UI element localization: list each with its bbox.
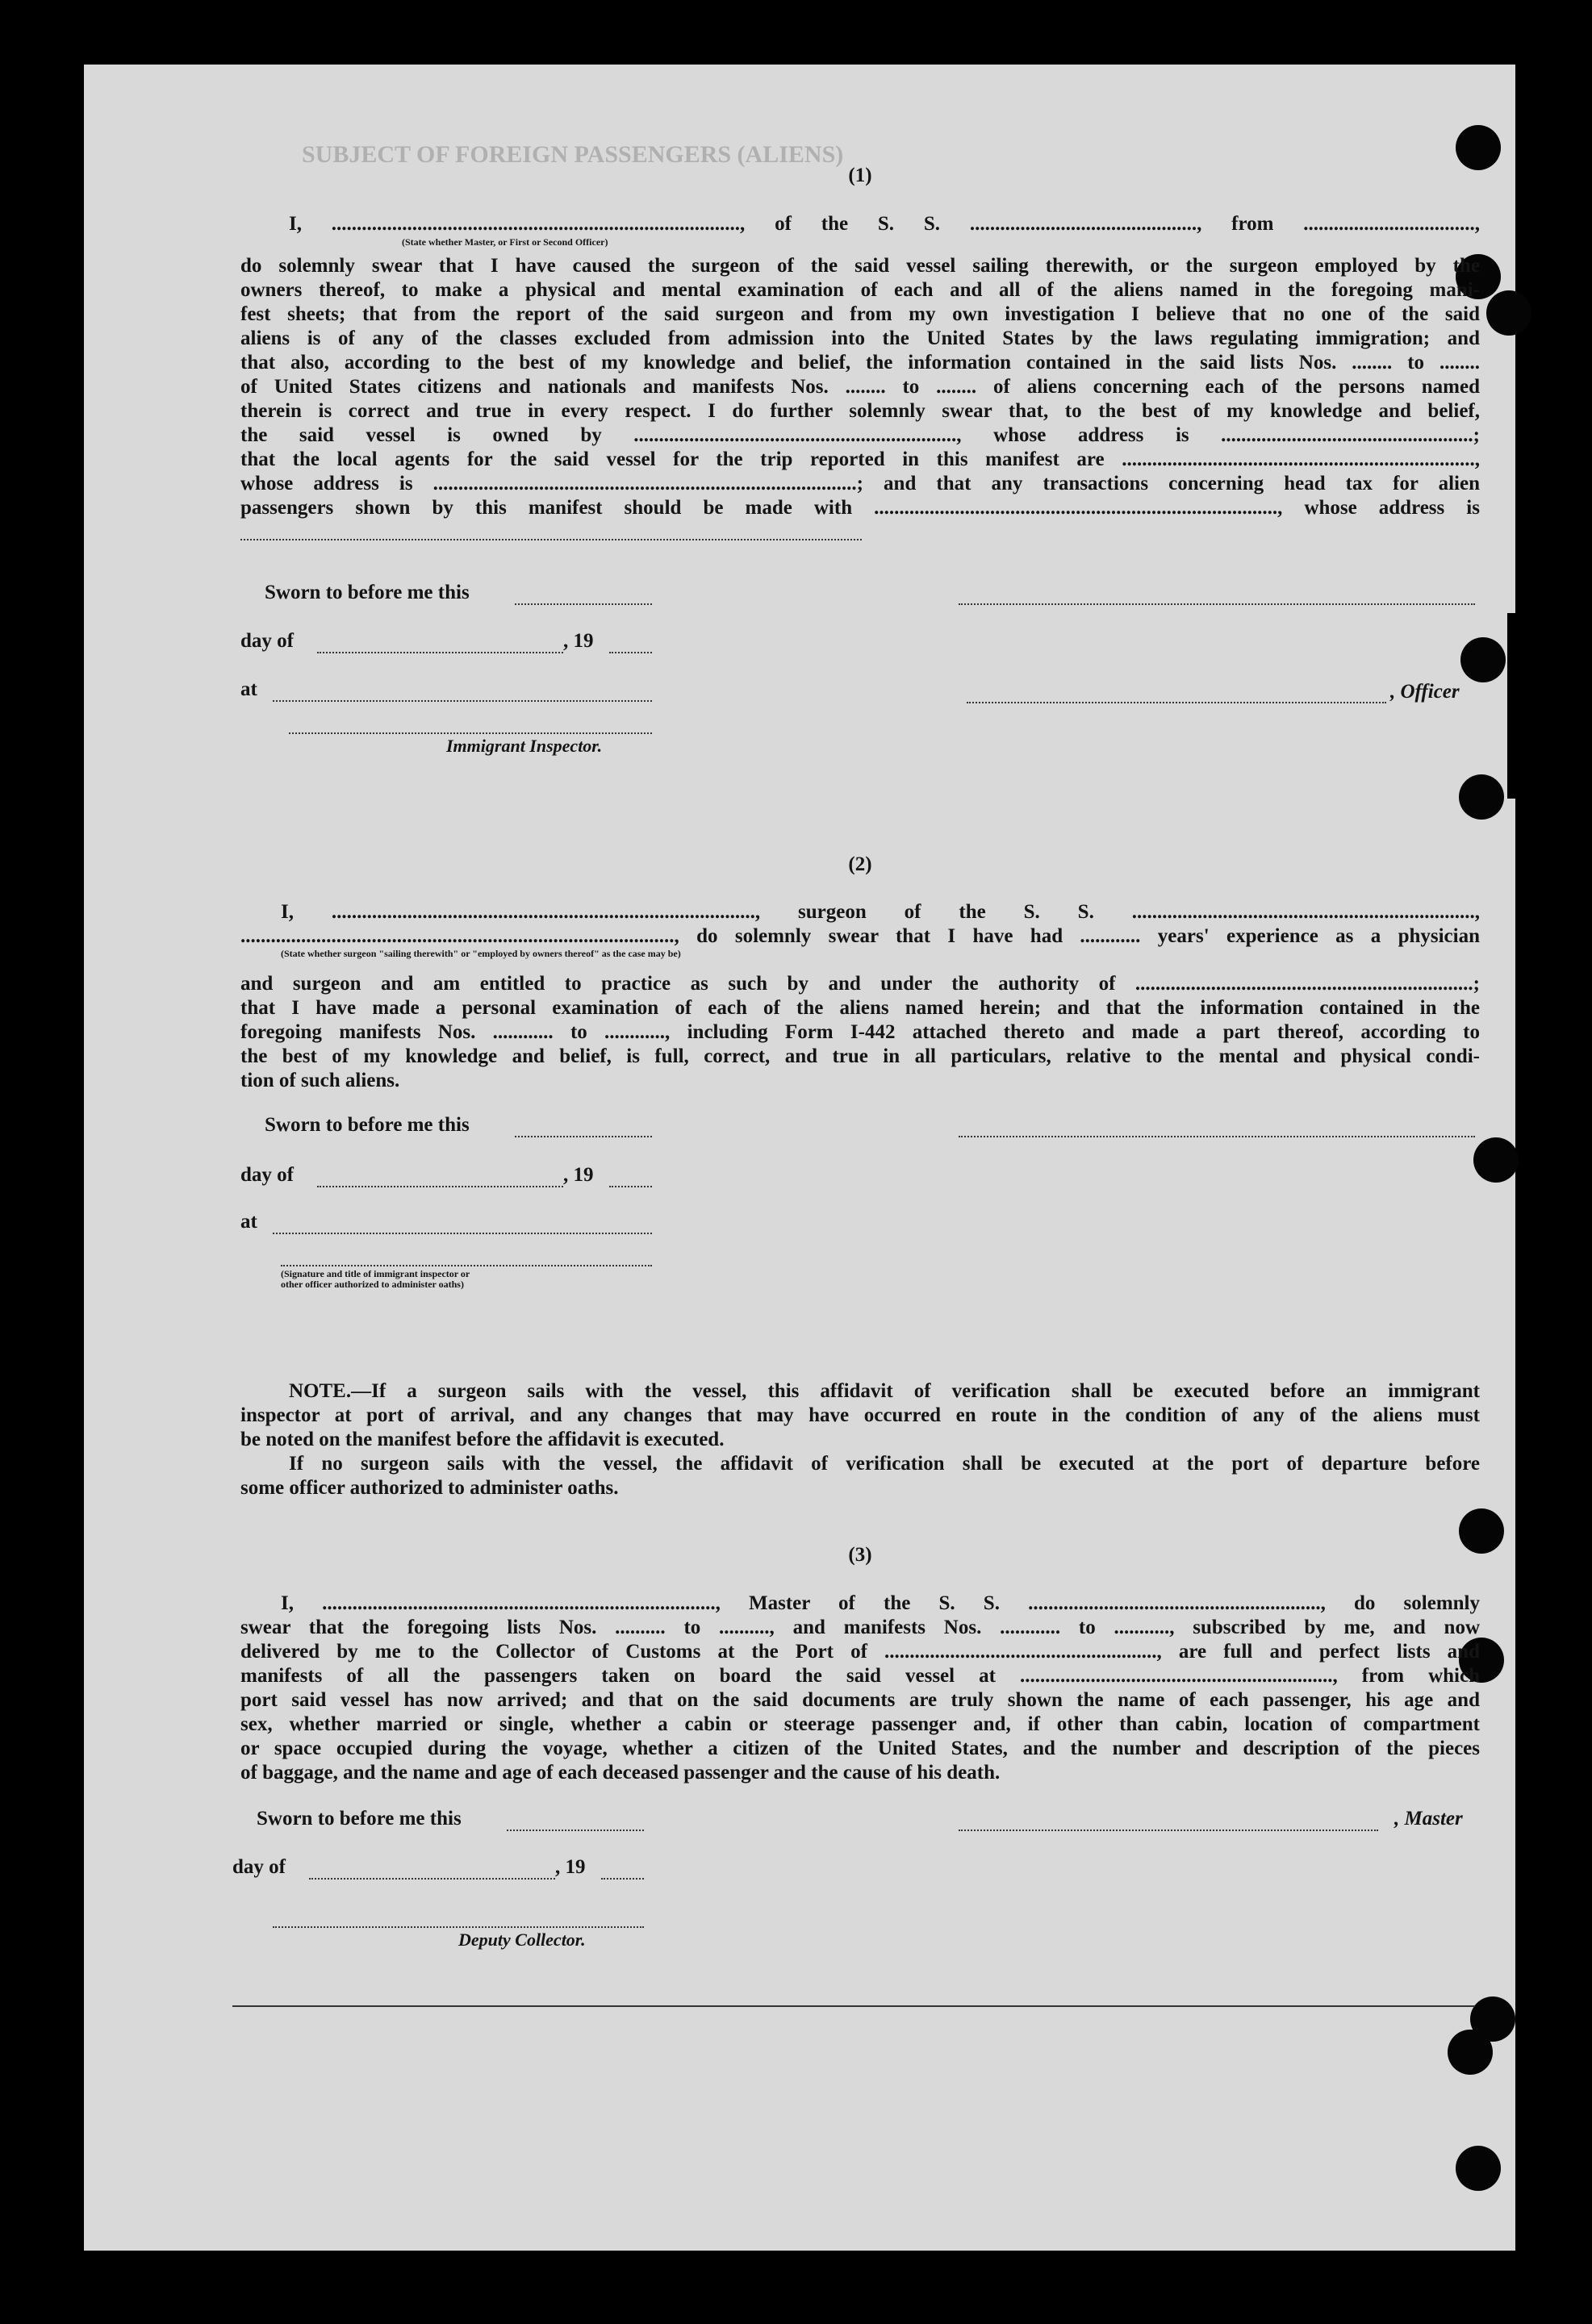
section-1-line: the said vessel is owned by ................................................................, whose address is ..................................................; [240, 424, 1480, 446]
collector-label: Deputy Collector. [458, 1930, 586, 1950]
bleed-through-line: SUBJECT OF FOREIGN PASSENGERS (ALIENS) [302, 141, 844, 168]
officer-signature-field[interactable] [959, 603, 1475, 605]
punch-hole-icon [1456, 2146, 1501, 2191]
year-label: , 19 [555, 1856, 586, 1878]
section-1-line: fest sheets; that from the report of the said surgeon and from my own investigation I believe that no one of the said [240, 303, 1480, 325]
section-1-line: therein is correct and true in every respect. I do further solemnly swear that, to the best of my knowledge and belief, [240, 400, 1480, 422]
section-1-number: (1) [848, 165, 872, 186]
note-line: NOTE.—If a surgeon sails with the vessel, this affidavit of verification shall be executed before an immigrant [289, 1380, 1480, 1402]
year-field[interactable] [609, 652, 652, 653]
bottom-rule [232, 2005, 1475, 2007]
note-line: inspector at port of arrival, and any changes that may have occurred en route in the condition of any of the aliens must [240, 1404, 1480, 1426]
section-1-line: do solemnly swear that I have caused the surgeon of the said vessel sailing therewith, or the surgeon employed by the [240, 255, 1480, 277]
punch-hole-icon [1473, 1137, 1519, 1183]
sworn-label: Sworn to before me this [265, 1114, 470, 1136]
section-2-line: foregoing manifests Nos. ............ to ............, including Form I-442 attached thereto and made a part thereof, according to [240, 1021, 1480, 1043]
note-line: be noted on the manifest before the affidavit is executed. [240, 1429, 725, 1450]
officer-title-field[interactable] [967, 702, 1386, 703]
section-3-line: manifests of all the passengers taken on board the said vessel at .............................................................., from which [240, 1665, 1480, 1687]
sworn-label: Sworn to before me this [257, 1808, 462, 1830]
master-signature-field[interactable] [959, 1830, 1378, 1831]
section-2-line: and surgeon and am entitled to practice as such by and under the authority of ...................................................................; [240, 973, 1480, 995]
year-field[interactable] [601, 1878, 644, 1880]
punch-hole-icon [1448, 2030, 1493, 2075]
section-2-line: the best of my knowledge and belief, is full, correct, and true in all particulars, relative to the mental and physical condi- [240, 1045, 1480, 1067]
section-2-line: that I have made a personal examination of each of the aliens named herein; and that the information contained in the [240, 997, 1480, 1019]
year-label: , 19 [563, 1164, 594, 1186]
at-field[interactable] [273, 1233, 652, 1234]
day-of-field[interactable] [317, 1186, 563, 1187]
inspector-signature-field[interactable] [281, 1265, 652, 1266]
section-1-line: whose address is ....................................................................................; and that any transactions concerning head tax for alien [240, 473, 1480, 494]
punch-hole-icon [1486, 290, 1531, 336]
section-3-line: I, .............................................................................., Master of the S. S. .........................................................., do solemnly [281, 1592, 1480, 1614]
section-1-line: that also, according to the best of my knowledge and belief, the information contained in the said lists Nos. ........ to ........ [240, 352, 1480, 373]
officer-hint: (State whether Master, or First or Second Officer) [402, 236, 608, 248]
punch-hole-icon [1460, 637, 1506, 682]
torn-edge-icon [1507, 613, 1523, 799]
punch-hole-icon [1456, 125, 1501, 170]
year-label: , 19 [563, 630, 594, 652]
day-of-field[interactable] [309, 1878, 555, 1880]
section-1-line: of United States citizens and nationals and manifests Nos. ........ to ........ of aliens concerning each of the persons named [240, 376, 1480, 398]
day-of-label: day of [240, 630, 294, 652]
year-field[interactable] [609, 1186, 652, 1187]
at-field[interactable] [273, 700, 652, 702]
section-1-line: aliens is of any of the classes excluded from admission into the United States by the laws regulating immigration; and [240, 328, 1480, 349]
section-2-line: ......................................................................................, do solemnly swear that I have had ............ years' experience as a physician [240, 925, 1480, 947]
note-line: If no surgeon sails with the vessel, the affidavit of verification shall be executed at the port of departure before [289, 1453, 1480, 1475]
inspector-label: Immigrant Inspector. [446, 736, 603, 756]
section-3-number: (3) [848, 1544, 872, 1566]
section-3-line: of baggage, and the name and age of each deceased passenger and the cause of his death. [240, 1762, 1001, 1784]
form-sheet [84, 65, 1515, 2251]
section-3-line: swear that the foregoing lists Nos. .......... to .........., and manifests Nos. ............ to ..........., subscribed by me, and now [240, 1617, 1480, 1638]
surgeon-hint: (State whether surgeon "sailing therewith" or "employed by owners thereof" as the case may be) [281, 948, 681, 959]
sworn-label: Sworn to before me this [265, 582, 470, 603]
sworn-date-field[interactable] [507, 1830, 644, 1831]
officer-label: , Officer [1390, 681, 1460, 703]
section-2-line: I, ...................................................................................., surgeon of the S. S. ...................................................................., [281, 901, 1480, 923]
section-2-line: tion of such aliens. [240, 1070, 400, 1091]
section-1-line: I, ................................................................................., of the S. S. ............................................., from .................................., [289, 213, 1480, 235]
day-of-field[interactable] [317, 652, 563, 653]
signature-hint: (Signature and title of immigrant inspector or [281, 1268, 470, 1279]
section-3-line: or space occupied during the voyage, whether a citizen of the United States, and the number and description of the pieces [240, 1738, 1480, 1759]
sworn-date-field[interactable] [515, 1136, 652, 1137]
day-of-label: day of [240, 1164, 294, 1186]
at-label: at [240, 1211, 257, 1233]
sworn-date-field[interactable] [515, 603, 652, 605]
section-3-line: sex, whether married or single, whether a cabin or steerage passenger and, if other than cabin, location of compartment [240, 1713, 1480, 1735]
day-of-label: day of [232, 1856, 286, 1878]
section-3-line: delivered by me to the Collector of Customs at the Port of ......................................................, are full and perfect lists and [240, 1641, 1480, 1663]
section-1-line: that the local agents for the said vessel for the trip reported in this manifest are ......................................................................, [240, 449, 1480, 470]
signature-hint: other officer authorized to administer oaths) [281, 1279, 464, 1290]
section-1-line: owners thereof, to make a physical and mental examination of each and all of the aliens named in the foregoing mani- [240, 279, 1480, 301]
surgeon-signature-field[interactable] [959, 1136, 1475, 1137]
punch-hole-icon [1459, 774, 1504, 820]
section-1-line: passengers shown by this manifest should be made with ................................................................................, whose address is [240, 497, 1480, 519]
section-2-number: (2) [848, 853, 872, 875]
section-3-line: port said vessel has now arrived; and that on the said documents are truly shown the name of each passenger, his age and [240, 1689, 1480, 1711]
address-field[interactable] [240, 539, 862, 540]
at-label: at [240, 678, 257, 700]
note-line: some officer authorized to administer oaths. [240, 1477, 619, 1499]
master-label: , Master [1394, 1808, 1463, 1830]
